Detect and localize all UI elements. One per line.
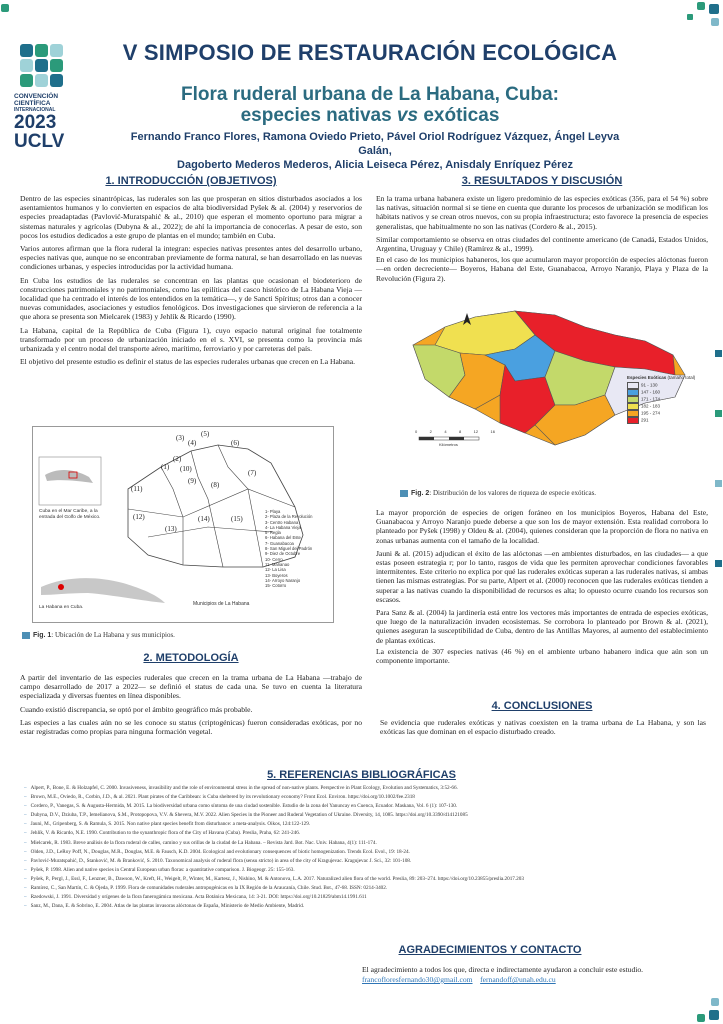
logo-line2: CIENTÍFICA [14,100,51,107]
agradecimientos-heading: AGRADECIMIENTOS Y CONTACTO [398,944,582,956]
metodo-text [20,673,362,740]
top-left-decoration [0,0,14,30]
conclusiones-heading: 4. CONCLUSIONES [491,700,593,712]
reference-item: – Jehlík, V. & Ricardo, N.E. 1990. Contribution to the synanthropic flora of the City of Havana (Cuba). Preslia, Praha, 62: 241-246. [24,830,301,837]
logo-line3: INTERNACIONAL [14,107,56,113]
fig1-number-6: (6) [231,439,240,447]
conclusiones-text [380,718,706,740]
resultados-p6: Para Sanz & al. (2004) la jardinería está entre los vectores más importantes de entrada de especies exóticas, que luego de la naturalización invaden ecosistemas. Se corrobora lo planteado por Brown & al. (2021), quienes aseguran la susceptibilidad de Cuba, dentro de las Antillas Mayores, al aumento del establecimiento de plantas exóticas. [376,608,708,645]
fig1-number-7: (7) [248,469,257,477]
resultados-p5: Jauni & al. (2015) adjudican el éxito de las alóctonas —en ambientes disturbados, en las ciudades— a que estas poseen estrategia r; por lo tanto, rasgos de vida que les permiten aprovechar condiciones favorables intermitentes. Este criterio no explica por qué las ruderales exóticas superan a las ruderales nativas, si ambas tienen las mismas estrategias. Por su parte, Alpert et al. (2000) reconocen que las ruderales exóticas tienden a superar a las nativas cuando la disponibilidad de recursos es alta; lo opuesto ocurre cuando los recursos son escasos. [376,548,708,604]
reference-item: – Dubyna, D.V., Dziuba, T.P., Iemelianova, S.M., Protopopova, V.V. & Shevera, M.V. 2022. Alien Species in the Pioneer and Ruderal Vegetation of Ukraine. Diversity, 14, 1085. https://doi.org/10.3390/d14121085 [24,812,468,819]
fig2-legend-item: 147 - 160 [627,389,695,396]
fig1-number-2: (2) [173,455,182,463]
metodo-p2: Cuando existió discrepancia, se optó por el ámbito geográfico más probable. [20,704,253,714]
referencias-heading: 5. REFERENCIAS BIBLIOGRÁFICAS [267,769,456,781]
fig2-scale-unit: Kilómetros [439,442,458,447]
resultados-p3: En el caso de los municipios habaneros, los que acumularon mayor proporción de especies alóctonas fueron —en orden decreciente— Boyeros, Habana del Este, Guanabacoa, Arroyo Naranjo, Playa y Plaza de la Revolución (Figura 2). [376,255,708,283]
resultados-p7: La existencia de 307 especies nativas (46 %) en el ambiente urbano habanero indica que aún son un componente importante. [376,646,708,666]
reference-item: – Olden, J.D., LeRoy Poff, N., Douglas, M.R., Douglas, M.E. & Fausch, K.D. 2004. Ecological and evolutionary consequences of biotic homogenization. Trends Ecol. Evol., 19: 18-24. [24,848,410,855]
intro-p5: El objetivo del presente estudio es definir el status de las especies ruderales urbanas que crecen en La Habana. [20,357,356,367]
references-list [24,784,684,911]
logo-line1: CONVENCIÓN [14,93,59,100]
title-line2: especies nativas vs exóticas [240,105,500,126]
resultados-p1: En la trama urbana habanera existe un ligero predominio de las especies exóticas (356, para el 54 %) sobre las nativas, situación normal si se tiene en cuenta que durante los procesos de urbanización se modifican los hábitats nativos y se crean otros nuevos, con su propia infraestructura; esto favorece la presencia de especies generalistas, que habitualmente no son las nativas (Cordero & al., 2015). [376,194,708,231]
event-title: V SIMPOSIO DE RESTAURACIÓN ECOLÓGICA [122,40,618,65]
title-line1: Flora ruderal urbana de La Habana, Cuba: [181,84,559,105]
reference-item: – Brown, M.E., Oviedo, R., Corbin, J.D., & al. 2021. Plant pirates of the Caribbean: is Cuba sheltered by its revolutionary economy? Front Ecol. Environ. https://doi.org/10.1002/fee.2318 [24,794,415,801]
fig2-scale-labels: 0 2 4 8 12 16 [415,429,495,434]
reference-item: – Mielcarek, R. 1983. Breve análisis de la flora ruderal de calles, camino y sus orillas de la ciudad de La Habana. – Revista Jard. Bot. Nac. Univ. Habana, 4(1): 111-174. [24,839,377,846]
intro-text [20,194,362,370]
poster-title [150,84,590,126]
fig2-legend-item: 291 [627,417,695,424]
agradecimientos-text: El agradecimiento a todos los que, directa e indirectamente ayudaron a concluir este estudio. [362,965,644,974]
fig1-number-14: (14) [198,515,210,523]
figure-2-caption: Fig. 2: Distribución de los valores de riqueza de especie exóticas. [400,489,596,497]
contact-emails [362,975,702,984]
figure-1-caption: Fig. 1: Ubicación de La Habana y sus municipios. [22,631,175,639]
logo-mosaic [20,44,64,88]
resultados-text-top [376,194,708,287]
resultados-text-bottom [376,508,708,669]
fig2-legend-item: 171 - 174 [627,396,695,403]
figure-1 [32,426,334,623]
resultados-heading: 3. RESULTADOS Y DISCUSIÓN [461,175,623,187]
reference-item: – Pavlović-Muratspahić, D., Stanković, M. & Branković, S. 2010. Taxonomical analysis of ruderal flora (sensu stricto) in area of the city of Kragujevac. Kragujevac J. Sci., 32: 101-108. [24,857,412,864]
email-link-2[interactable]: fernandoff@unah.edu.cu [480,975,556,984]
logo-org: UCLV [14,131,65,152]
intro-p3: En Cuba los estudios de las ruderales se concentran en las plantas que ocasionan el biodeterioro de construcciones patrimoniales y no patrimoniales, como las epilíticas del casco histórico de La Habana Vieja —localidad que ha centrado el interés de los entendidos en la temática—, y de Sancti Spíritus; otros dan a conocer nuevas comunidades, asociaciones y estudios fenológicos. Dos investigaciones que sirvieron de referencia a la que ahora se presenta son Mielcarek (1983) y Jehlík & Ricardo (1990). [20,275,362,322]
fig1-number-4: (4) [188,439,197,447]
fig1-inset-label: Cuba en el Mar Caribe, a la entrada del Golfo de México. [39,509,101,520]
authors-line1: Fernando Franco Flores, Ramona Oviedo Prieto, Pável Oriol Rodríguez Vázquez, Ángel Leyva Galán, [130,131,620,157]
conclusiones-p1: Se evidencia que ruderales exóticas y nativas coexisten en la trama urbana de La Habana, y son las exóticas las que dominan en el espacio disturbado creado. [380,718,706,737]
fig1-number-5: (5) [201,430,210,438]
fig1-number-10: (10) [180,465,192,473]
reference-item: – Rzedowski, J. 1991. Diversidad y orígenes de la flora fanerogámica mexicana. Acta Botánica Mexicana, 14: 3-21. DOI: https://doi.org/10.21829/abm14.1991.611 [24,894,367,901]
right-edge-decoration [713,350,723,650]
metodo-heading: 2. METODOLOGÍA [143,652,239,664]
fig1-number-15: (15) [231,515,243,523]
authors-line2: Dagoberto Mederos Mederos, Alicia Leiseca Pérez, Anisdaly Enríquez Pérez [177,159,573,171]
reference-item: – Ramírez, C., San Martín, C. & Ojeda, P. 1999. Flora de comunidades ruderales antropogénicas en la IX Región de la Araucanía, Chile. Stud. Bot., 47-68. ISSN: 0214-3402. [24,885,388,892]
intro-p2: Varios autores afirman que la flora ruderal la integran: especies nativas presentes antes del desarrollo urbano, especies nativas que, aunque no se encontraban previamente de forma natural, se han desarrollado en las nuevas condiciones urbanas, y especies introducidas por la actividad humana. [20,244,362,272]
reference-item: – Sanz, M., Dana, E. & Sobrino, E. 2004. Atlas de las plantas invasoras alóctonas de España, Ministerio de Medio Ambiente, Madrid. [24,903,305,910]
reference-item: – Pyšek, P., Pergl, J., Essl, F., Lenzner, B., Dawson, W., Kreft, H., Weigelt, P., Winter, M., Kartesz, J., Nishino, M. & Antonova, L.A. 2017. Naturalized alien flora of the world. Preslia, 89: 203–274. https://doi.org/10.23855/preslia.2017.203 [24,875,524,882]
metodo-p1: A partir del inventario de las especies ruderales que crecen en la trama urbana de La Habana —trabajo de campo desarrollado de 2017 a 2022— se definió el status de cada una. Se tuvo en cuenta la literatura especializada y diversas fuentes en línea disponibles. [20,673,362,701]
fig2-legend-item: 91 - 130 [627,382,695,389]
fig1-number-9: (9) [188,477,197,485]
reference-item: – Cordero, P., Vanegas, S. & Augusta-Hermida, M. 2015. La biodiversidad urbana como síntoma de una ciudad sostenible. Estudio de la zona del Yanuncay en Cuenca, Ecuador. Maskana, Vol. 6 (1): 107-130. [24,803,458,810]
fig1-number-12: (12) [133,513,145,521]
resultados-p4: La mayor proporción de especies de origen foráneo en los municipios Boyeros, Habana del Este, Guanabacoa y Arroyo Naranjo puede deberse a que son los de mayor extensión. Esta realidad corrobora lo planteado por Pyšek (1998) y Oldeu & al. (2004), quienes consideran que la proporción de flora no nativa en zonas urbanas aumenta con el tamaño de la localidad. [376,508,708,545]
reference-item: – Pyšek, P. 1998. Alien and native species in Central European urban floras: a quantitative comparison. J. Biogeogr. 25: 155-163. [24,866,295,873]
fig1-number-13: (13) [165,525,177,533]
authors [115,130,635,172]
logo-year: 2023 [14,112,57,133]
fig1-legend: 1- Playa 2- Plaza de la Revolución 3- Centro Habana 4- La Habana Vieja 5- Regla 6- Habana del Este 7- Guanabacoa 8- San Miguel del Padrón 9- Diez de Octubre 10- Cerro 11- Marianao 12- La Lisa 13- Boyeros 14- Arroyo Naranjo 15- Cotorro [265,509,313,589]
fig1-number-3: (3) [176,434,185,442]
fig1-number-1: (1) [161,463,170,471]
intro-p1: Dentro de las especies sinantrópicas, las ruderales son las que prosperan en sitios disturbados asociados a los asentamientos humanos y lo convierten en espacios de alta biodiversidad Pyšek & al. (2004) y reservorios de especies preadaptadas (Pavlović-Muratspahić & al., 2010) que esperan el momento oportuno para migrar a sistemas naturales y agrícolas (Dubyna & al., 2022); de ahí la importancia de conocerlas. A pesar de esto, son pocos los estudios dedicados a este grupo de plantas en el mundo; también en Cuba. [20,194,362,240]
fig2-legend: Especies Exóticas (tamaño total) 91 - 130 147 - 160 171 - 174 182 - 183 195 - 274 291 [627,375,696,423]
fig1-number-8: (8) [211,481,220,489]
fig1-municipios-label: Municipios de La Habana [193,601,250,607]
intro-p4: La Habana, capital de la República de Cuba (Figura 1), cuyo espacio natural original fue totalmente transformado por un proceso de urbanización iniciado en el s. XVI, se presenta como la provincia más urbanizada y el centro nodal del transporte aéreo, marítimo, ferroviario y por carreteras del país. [20,325,362,354]
resultados-p2: Similar comportamiento se observa en otras ciudades del continente americano (de Canadá, Estados Unidos, Argentina, Uruguay y Chile) (Ramírez & al., 1999). [376,234,708,254]
reference-item: – Jauni, M., Gripenberg, S. & Ramula, S. 2015. Non native plant species benefit from disturbance: a meta-analysis. Oikos, 124:122-129. [24,821,311,828]
top-right-decoration [663,0,723,35]
figure-2 [405,305,703,485]
intro-heading: 1. INTRODUCCIÓN (OBJETIVOS) [105,175,277,187]
metodo-p3: Las especies a las cuales aún no se les conoce su status (criptogénicas) fueron consideradas exóticas, por no estar registradas como propias para ninguna formación vegetal. [20,717,362,737]
email-link-1[interactable]: francofloresfernando30@gmail.com [362,975,473,984]
fig1-number-11: (11) [131,485,143,493]
fig2-legend-item: 182 - 183 [627,403,695,410]
fig2-legend-item: 195 - 274 [627,410,695,417]
fig1-havana-label: La Habana en Cuba. [39,605,84,610]
conference-logo [14,44,72,151]
reference-item: – Alpert, P., Bone, E. & Holzapfel, C. 2000. Invasiveness, invasibility and the role of environmental stress in the spread of non-native plants. Perspective in Plant Ecology, Evolution and Systematics, 3:52-66. [24,785,458,791]
